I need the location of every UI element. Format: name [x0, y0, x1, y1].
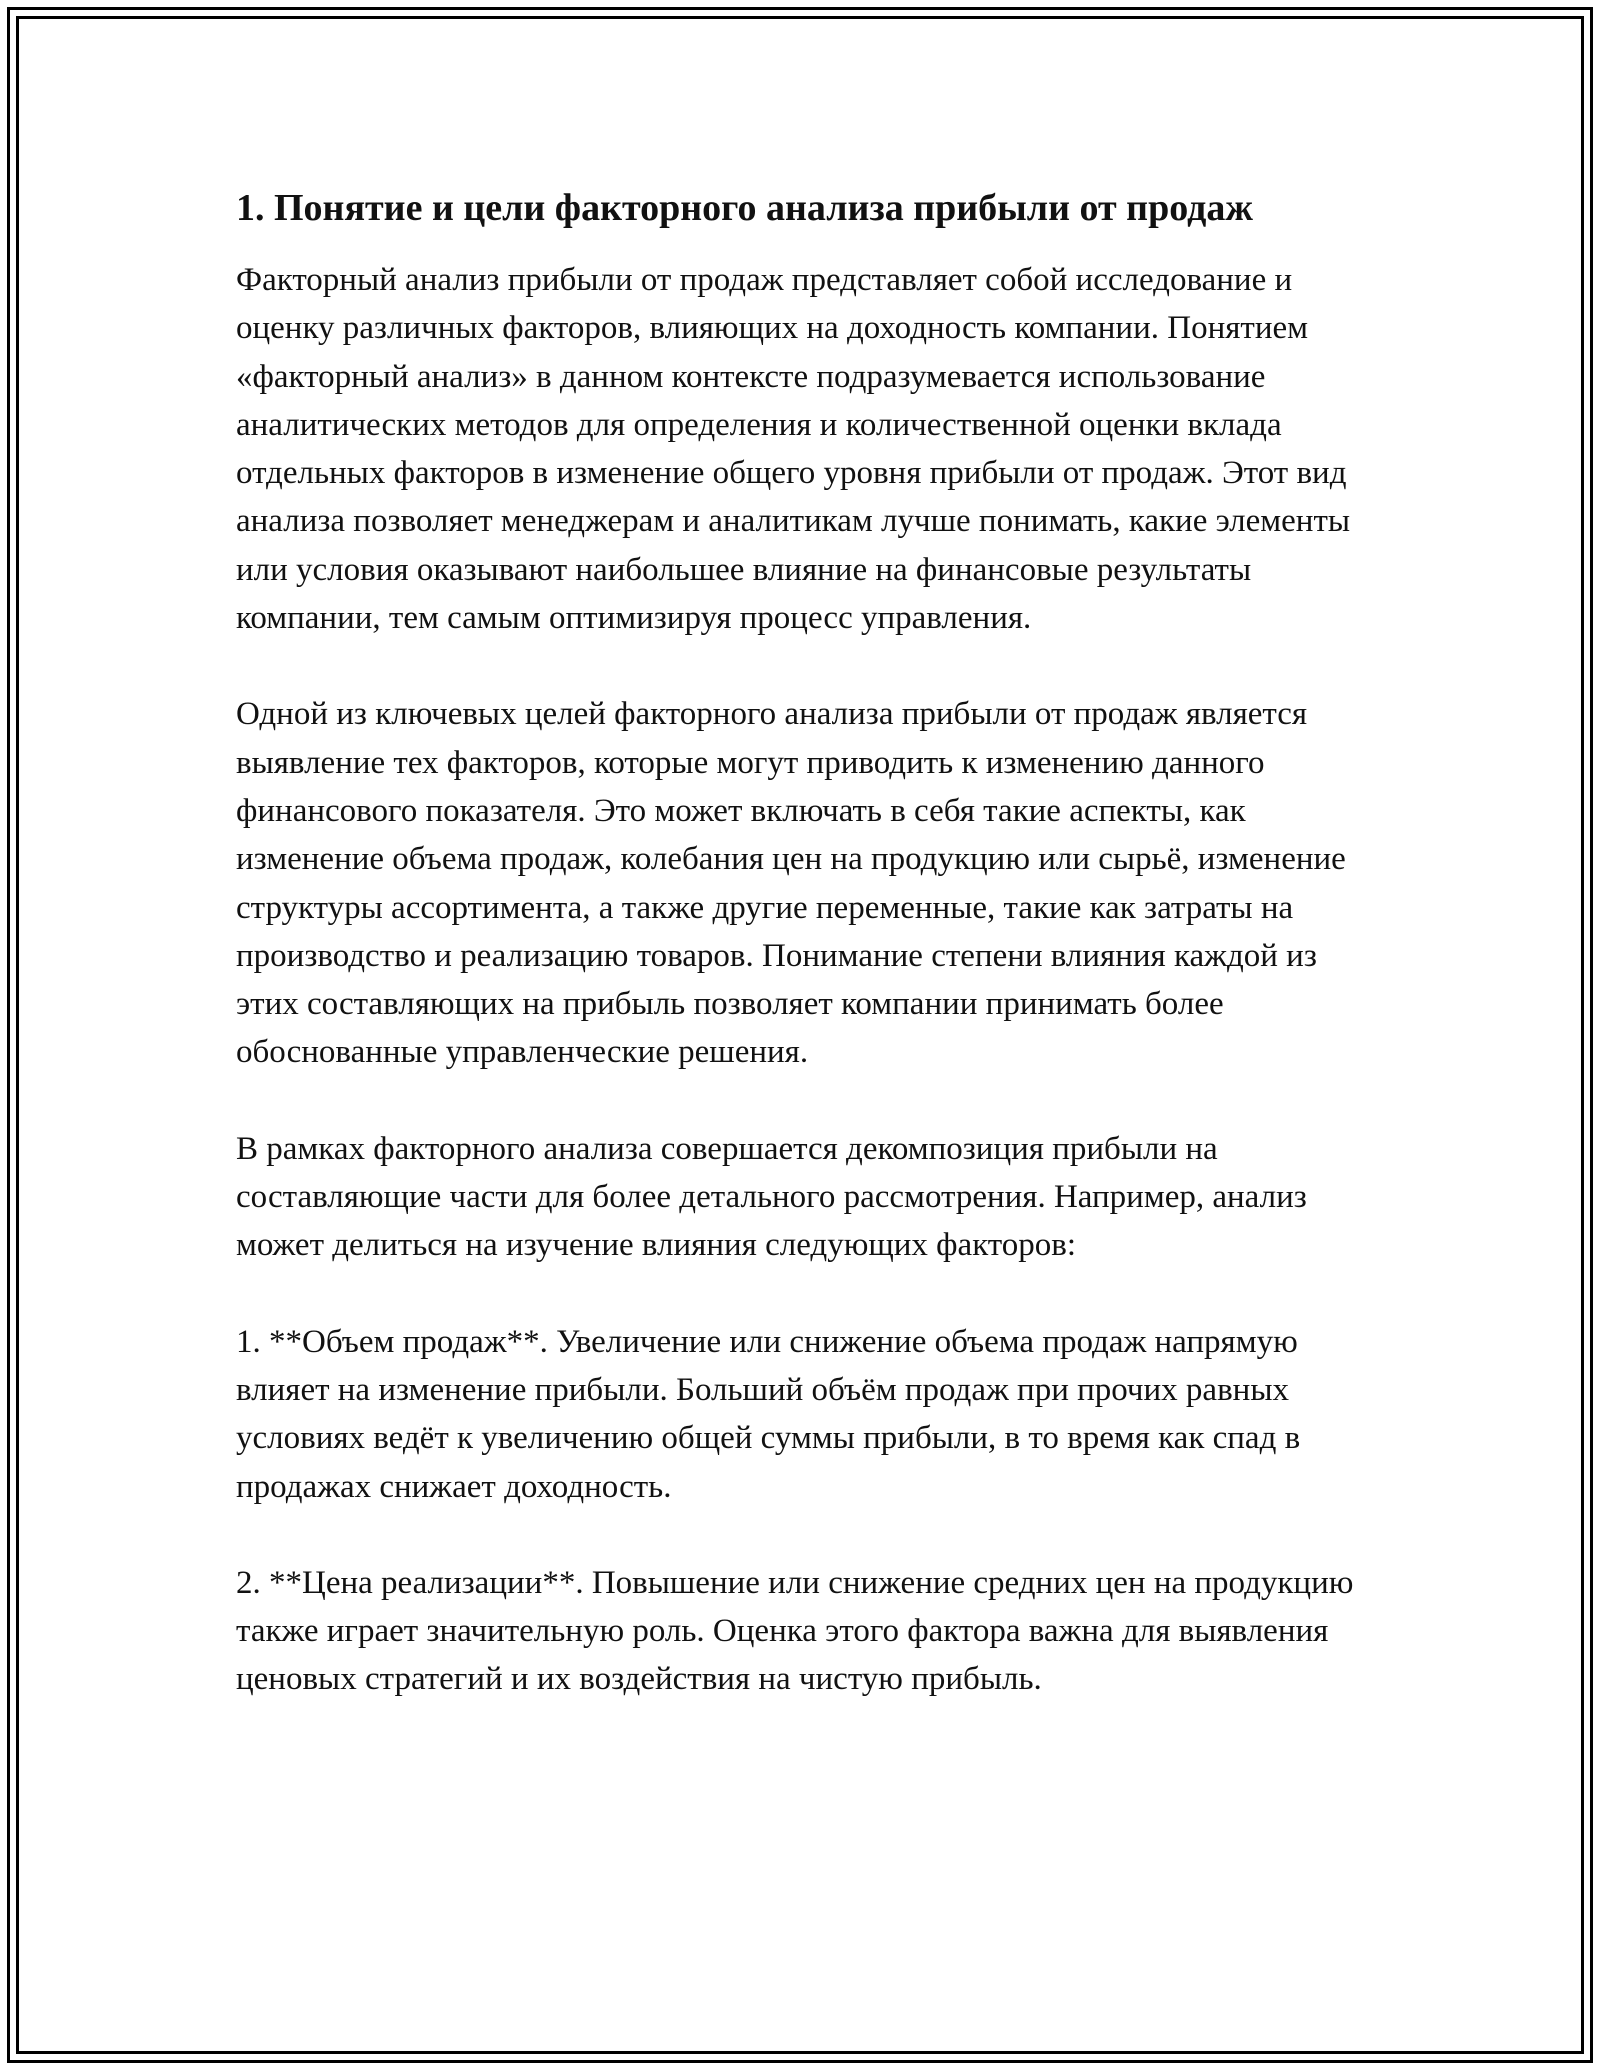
- paragraph-definition: Факторный анализ прибыли от продаж представляет собой исследование и оценку различных факторов, влияющих на доходность компании. Понятием «факторный анализ» в данном контексте подразумевается использование аналитических методов для определения и количественной оценки вклада отдельных факторов в изменение общего уровня прибыли от продаж. Этот вид анализа позволяет менеджерам и аналитикам лучше понимать, какие элементы или условия оказывают наибольшее влияние на финансовые результаты компании, тем самым оптимизируя процесс управления.: [236, 262, 1351, 637]
- paragraph-decomposition: В рамках факторного анализа совершается декомпозиция прибыли на составляющие части для более детального рассмотрения. Например, анализ может делиться на изучение влияния следующих факторов:: [236, 1130, 1307, 1264]
- paragraph-sales-price: 2. **Цена реализации**. Повышение или снижение средних цен на продукцию также играет значительную роль. Оценка этого фактора важна для выявления ценовых стратегий и их воздействия на чистую прибыль.: [236, 1564, 1354, 1698]
- document-body: [236, 184, 1366, 1752]
- paragraph-sales-volume: 1. **Объем продаж**. Увеличение или снижение объема продаж напрямую влияет на изменение прибыли. Больший объём продаж при прочих равных условиях ведёт к увеличению общей суммы прибыли, в то время как спад в продажах снижает доходность.: [236, 1323, 1301, 1505]
- section-heading: 1. Понятие и цели факторного анализа прибыли от продаж: [236, 187, 1253, 229]
- paragraph-goals: Одной из ключевых целей факторного анализа прибыли от продаж является выявление тех факторов, которые могут приводить к изменению данного финансового показателя. Это может включать в себя такие аспекты, как изменение объема продаж, колебания цен на продукцию или сырьё, изменение структуры ассортимента, а также другие переменные, такие как затраты на производство и реализацию товаров. Понимание степени влияния каждой из этих составляющих на прибыль позволяет компании принимать более обоснованные управленческие решения.: [236, 696, 1346, 1071]
